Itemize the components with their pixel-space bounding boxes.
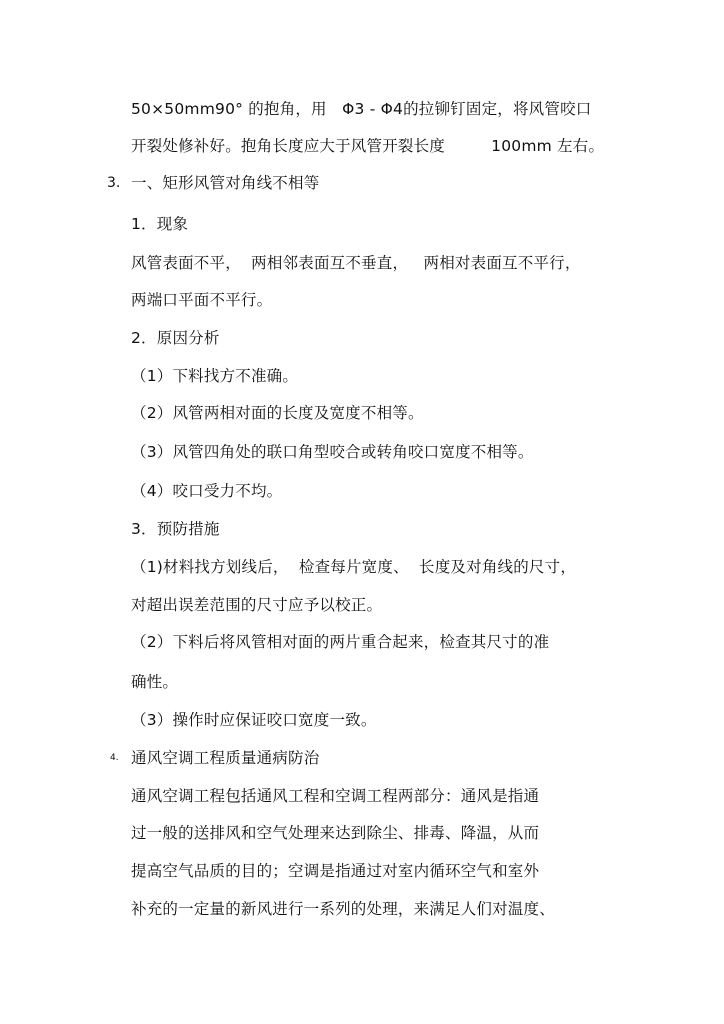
text-line-3: 风管表面不平， 两相邻表面互不垂直， 两相对表面互不平行， <box>131 254 581 272</box>
subheading-prevention: 3．预防措施 <box>131 520 220 538</box>
list-item-cause-4: （4）咬口受力不均。 <box>131 482 283 500</box>
list-item-cause-1: （1）下料找方不准确。 <box>131 367 299 385</box>
text-line-7: 提高空气品质的目的；空调是指通过对室内循环空气和室外 <box>131 862 540 880</box>
section-heading-4: 通风空调工程质量通病防治 <box>131 749 320 767</box>
subheading-phenomenon: 1．现象 <box>131 215 189 233</box>
list-item-prevention-2: （2）下料后将风管相对面的两片重合起来，检查其尺寸的准 <box>131 633 550 651</box>
text-line-4: 两端口平面不平行。 <box>131 291 273 309</box>
text-line-1: 50×50mm90° 的抱角，用 Φ3 - Φ4的拉铆钉固定，将风管咬口 <box>131 100 592 118</box>
text-line-2: 开裂处修补好。抱角长度应大于风管开裂长度 100mm 左右。 <box>131 137 605 155</box>
list-item-prevention-1-cont: 对超出误差范围的尺寸应予以校正。 <box>131 596 383 614</box>
list-item-cause-2: （2）风管两相对面的长度及宽度不相等。 <box>131 404 424 422</box>
text-line-5: 通风空调工程包括通风工程和空调工程两部分：通风是指通 <box>131 787 540 805</box>
list-item-prevention-2-cont: 确性。 <box>131 673 179 691</box>
section-heading-3: 一、矩形风管对角线不相等 <box>131 174 320 192</box>
text-line-6: 过一般的送排风和空气处理来达到除尘、排毒、降温，从而 <box>131 824 540 842</box>
subheading-cause-analysis: 2．原因分析 <box>131 329 220 347</box>
section-number-3: 3. <box>107 175 121 191</box>
section-number-4: 4. <box>110 753 119 763</box>
list-item-cause-3: （3）风管四角处的联口角型咬合或转角咬口宽度不相等。 <box>131 443 534 461</box>
list-item-prevention-1: （1)材料找方划线后， 检查每片宽度、 长度及对角线的尺寸， <box>131 558 577 576</box>
text-line-8: 补充的一定量的新风进行一系列的处理，来满足人们对温度、 <box>131 900 555 918</box>
list-item-prevention-3: （3）操作时应保证咬口宽度一致。 <box>131 711 377 729</box>
